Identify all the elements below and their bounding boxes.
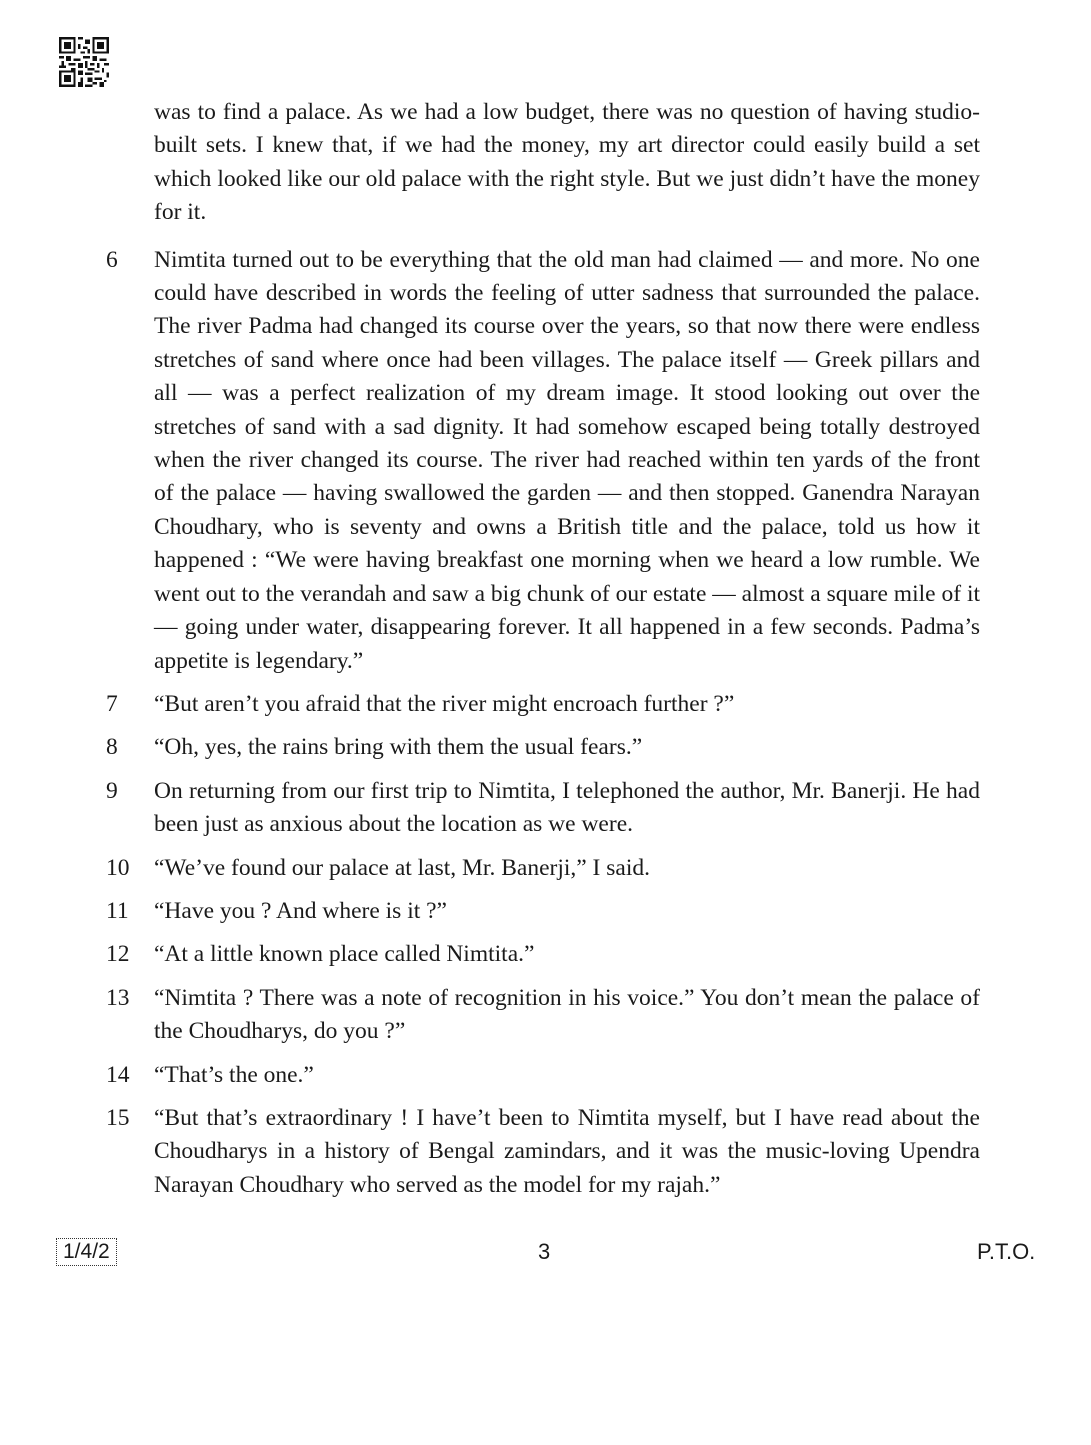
qr-code xyxy=(58,37,110,87)
paragraph-12 xyxy=(106,938,980,971)
paragraph-number: 11 xyxy=(106,897,129,924)
paragraph-number: 9 xyxy=(106,777,118,804)
paragraph-text: “But aren’t you afraid that the river might encroach further ?” xyxy=(154,690,735,717)
document-body xyxy=(106,96,980,1202)
paragraph-text: “Have you ? And where is it ?” xyxy=(154,897,447,924)
paragraph-6 xyxy=(106,244,980,678)
paragraph-15 xyxy=(106,1102,980,1202)
paragraph-13 xyxy=(106,982,980,1049)
paragraph-continued xyxy=(106,96,980,230)
pto-label: P.T.O. xyxy=(977,1239,1036,1264)
paragraph-9 xyxy=(106,775,980,842)
paragraph-number: 13 xyxy=(106,984,130,1011)
paragraph-number: 8 xyxy=(106,734,118,761)
paragraph-text: “Nimtita ? There was a note of recognition in his voice.” You don’t mean the palace of the Choudharys, do you ?” xyxy=(154,984,980,1045)
paragraph-number: 10 xyxy=(106,854,130,881)
paragraph-10 xyxy=(106,852,980,885)
page-number: 3 xyxy=(538,1239,551,1264)
paragraph-text: On returning from our first trip to Nimtita, I telephoned the author, Mr. Banerji. He had been just as anxious about the location as we were. xyxy=(154,777,980,838)
paragraph-text: was to find a palace. As we had a low budget, there was no question of having studio-built sets. I knew that, if we had the money, my art director could easily build a set which looked like our old palace with the right style. But we just didn’t have the money for it. xyxy=(154,99,980,226)
paragraph-text: “That’s the one.” xyxy=(154,1061,314,1088)
paragraph-7 xyxy=(106,688,980,721)
paragraph-number: 12 xyxy=(106,941,130,968)
paragraph-text: “Oh, yes, the rains bring with them the usual fears.” xyxy=(154,734,643,761)
paragraph-11 xyxy=(106,895,980,928)
paragraph-text: “But that’s extraordinary ! I have’t been to Nimtita myself, but I have read about the Choudharys in a history of Bengal zamindars, and it was the music-loving Upendra Narayan Choudhary who served as the model for my rajah.” xyxy=(154,1104,980,1198)
paragraph-number: 7 xyxy=(106,690,118,717)
paragraph-number: 15 xyxy=(106,1104,130,1131)
paragraph-text: “We’ve found our palace at last, Mr. Banerji,” I said. xyxy=(154,854,650,881)
paragraph-text: Nimtita turned out to be everything that the old man had claimed — and more. No one could have described in words the feeling of utter sadness that surrounded the palace. The river Padma had changed its course over the years, so that now there were endless stretches of sand where once had been villages. The palace itself — Greek pillars and all — was a perfect realization of my dream image. It stood looking out over the stretches of sand with a sad dignity. It had somehow escaped being totally destroyed when the river changed its course. The river had reached within ten yards of the front of the palace — having swallowed the garden — and then stopped. Ganendra Narayan Choudhary, who is seventy and owns a British title and the palace, told us how it happened : “We were having breakfast one morning when we heard a low rumble. We went out to the verandah and saw a big chunk of our estate — almost a square mile of it — going under water, disappearing forever. It all happened in a few seconds. Padma’s appetite is legendary.” xyxy=(154,246,980,674)
paragraph-text: “At a little known place called Nimtita.” xyxy=(154,941,535,968)
paragraph-number: 14 xyxy=(106,1061,130,1088)
paragraph-14 xyxy=(106,1059,980,1092)
paper-code: 1/4/2 xyxy=(56,1238,117,1266)
paragraph-8 xyxy=(106,731,980,764)
paragraph-number: 6 xyxy=(106,246,118,273)
